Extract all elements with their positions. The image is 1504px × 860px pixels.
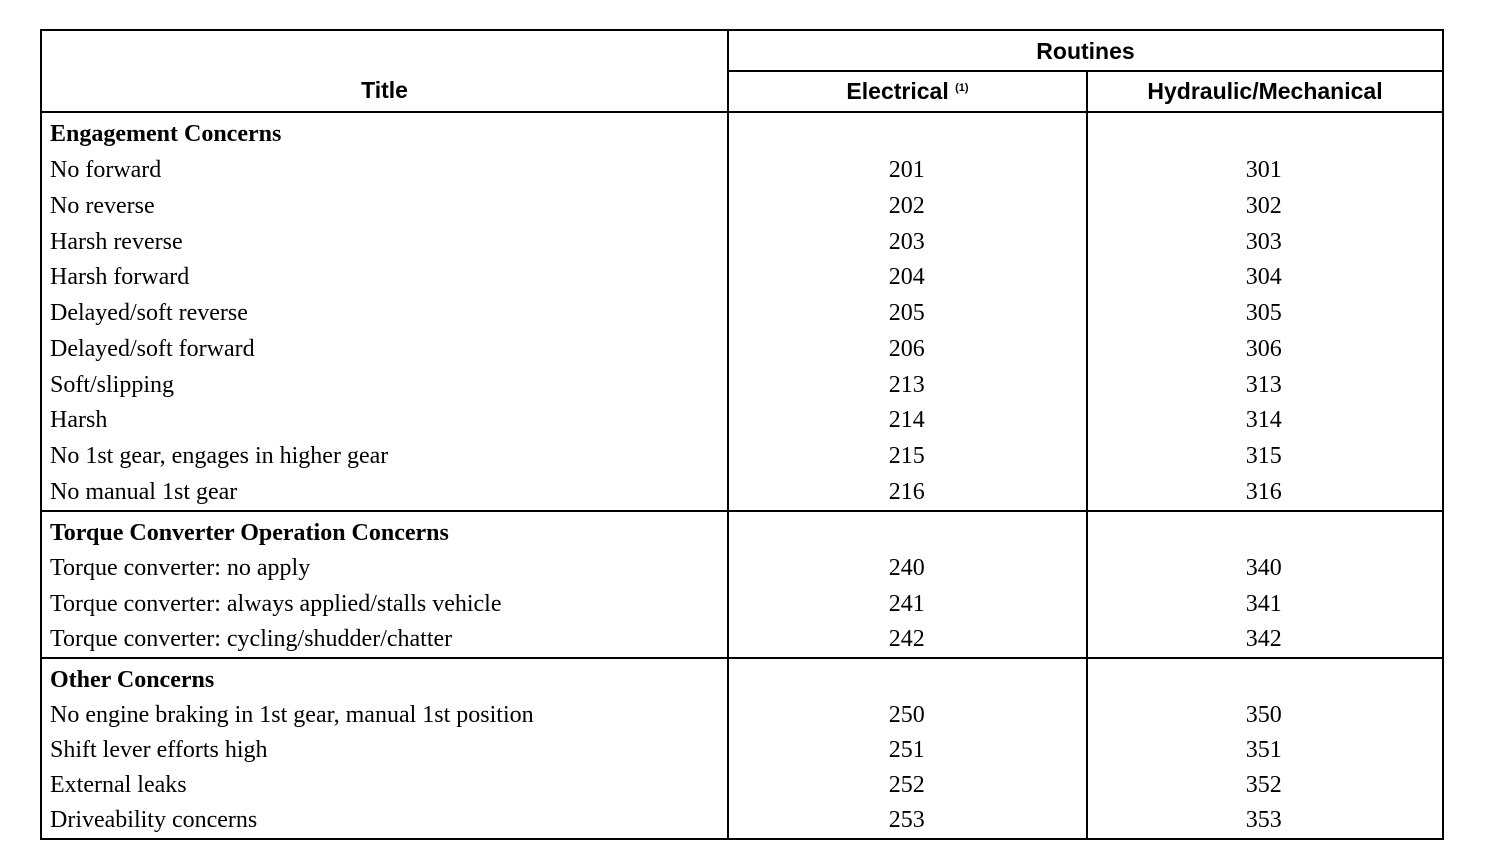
header-hydraulic-mechanical: Hydraulic/Mechanical [1147, 78, 1383, 104]
electrical-routine: 253 [888, 807, 925, 833]
electrical-routine: 201 [888, 157, 925, 184]
concern-title: Shift lever efforts high [50, 737, 268, 763]
section-header-row [42, 117, 1442, 153]
electrical-routine: 205 [888, 300, 925, 327]
section-other-concerns [42, 659, 1442, 838]
hydraulic-routine: 313 [1245, 371, 1282, 398]
row-divider [727, 70, 1442, 72]
routines-table [40, 29, 1444, 840]
concern-title: Harsh [50, 407, 108, 434]
hydraulic-routine: 342 [1245, 625, 1282, 652]
header-title: Title [361, 77, 408, 103]
table-row [42, 474, 1442, 510]
concern-title: Delayed/soft forward [50, 335, 255, 362]
electrical-routine: 251 [888, 737, 925, 763]
table-row [42, 188, 1442, 224]
electrical-routine: 203 [888, 228, 925, 255]
hydraulic-routine: 303 [1245, 228, 1282, 255]
header-electrical [729, 78, 1086, 105]
concern-title: No reverse [50, 192, 155, 219]
hydraulic-routine: 301 [1245, 157, 1282, 184]
concern-title: Torque converter: always applied/stalls vehicle [50, 590, 502, 617]
table-row [42, 439, 1442, 475]
table-row [42, 551, 1442, 586]
concern-title: No forward [50, 157, 162, 184]
electrical-routine: 216 [888, 478, 925, 505]
concern-title: Delayed/soft reverse [50, 300, 248, 327]
hydraulic-routine: 304 [1245, 264, 1282, 291]
concern-title: Driveability concerns [50, 807, 258, 833]
electrical-routine: 204 [888, 264, 925, 291]
electrical-routine: 215 [888, 442, 925, 469]
electrical-routine: 214 [888, 407, 925, 434]
table-row [42, 587, 1442, 622]
hydraulic-routine: 350 [1245, 702, 1282, 728]
section-engagement-concerns [42, 113, 1442, 510]
footnote-marker: (1) [955, 82, 969, 94]
section-title: Engagement Concerns [50, 121, 282, 148]
hydraulic-routine: 314 [1245, 407, 1282, 434]
table-row [42, 768, 1442, 803]
section-header-row [42, 516, 1442, 551]
concern-title: Harsh reverse [50, 228, 183, 255]
electrical-routine: 240 [888, 555, 925, 582]
concern-title: Harsh forward [50, 264, 190, 291]
hydraulic-routine: 315 [1245, 442, 1282, 469]
table-row [42, 622, 1442, 657]
concern-title: Torque converter: no apply [50, 555, 311, 582]
table-row [42, 153, 1442, 189]
concern-title: No manual 1st gear [50, 478, 238, 505]
electrical-routine: 213 [888, 371, 925, 398]
table-row [42, 260, 1442, 296]
table-row [42, 698, 1442, 733]
electrical-routine: 242 [888, 625, 925, 652]
concern-title: External leaks [50, 772, 187, 798]
electrical-routine: 252 [888, 772, 925, 798]
header-routines: Routines [1036, 38, 1135, 64]
table-row [42, 733, 1442, 768]
table-row [42, 331, 1442, 367]
hydraulic-routine: 305 [1245, 300, 1282, 327]
section-torque-converter-concerns [42, 512, 1442, 657]
section-title: Torque Converter Operation Concerns [50, 520, 449, 547]
table-row [42, 224, 1442, 260]
electrical-routine: 206 [888, 335, 925, 362]
hydraulic-routine: 341 [1245, 590, 1282, 617]
concern-title: Soft/slipping [50, 371, 175, 398]
electrical-routine: 202 [888, 192, 925, 219]
section-title: Other Concerns [50, 667, 215, 693]
concern-title: No 1st gear, engages in higher gear [50, 442, 389, 469]
hydraulic-routine: 302 [1245, 192, 1282, 219]
hydraulic-routine: 353 [1245, 807, 1282, 833]
section-header-row [42, 663, 1442, 698]
electrical-routine: 241 [888, 590, 925, 617]
hydraulic-routine: 340 [1245, 555, 1282, 582]
electrical-routine: 250 [888, 702, 925, 728]
table-row [42, 367, 1442, 403]
concern-title: No engine braking in 1st gear, manual 1st position [50, 702, 534, 728]
table-row [42, 803, 1442, 838]
hydraulic-routine: 352 [1245, 772, 1282, 798]
table-row [42, 296, 1442, 332]
hydraulic-routine: 351 [1245, 737, 1282, 763]
electrical-label: Electrical [846, 78, 949, 104]
table-row [42, 403, 1442, 439]
hydraulic-routine: 316 [1245, 478, 1282, 505]
hydraulic-routine: 306 [1245, 335, 1282, 362]
concern-title: Torque converter: cycling/shudder/chatter [50, 625, 453, 652]
